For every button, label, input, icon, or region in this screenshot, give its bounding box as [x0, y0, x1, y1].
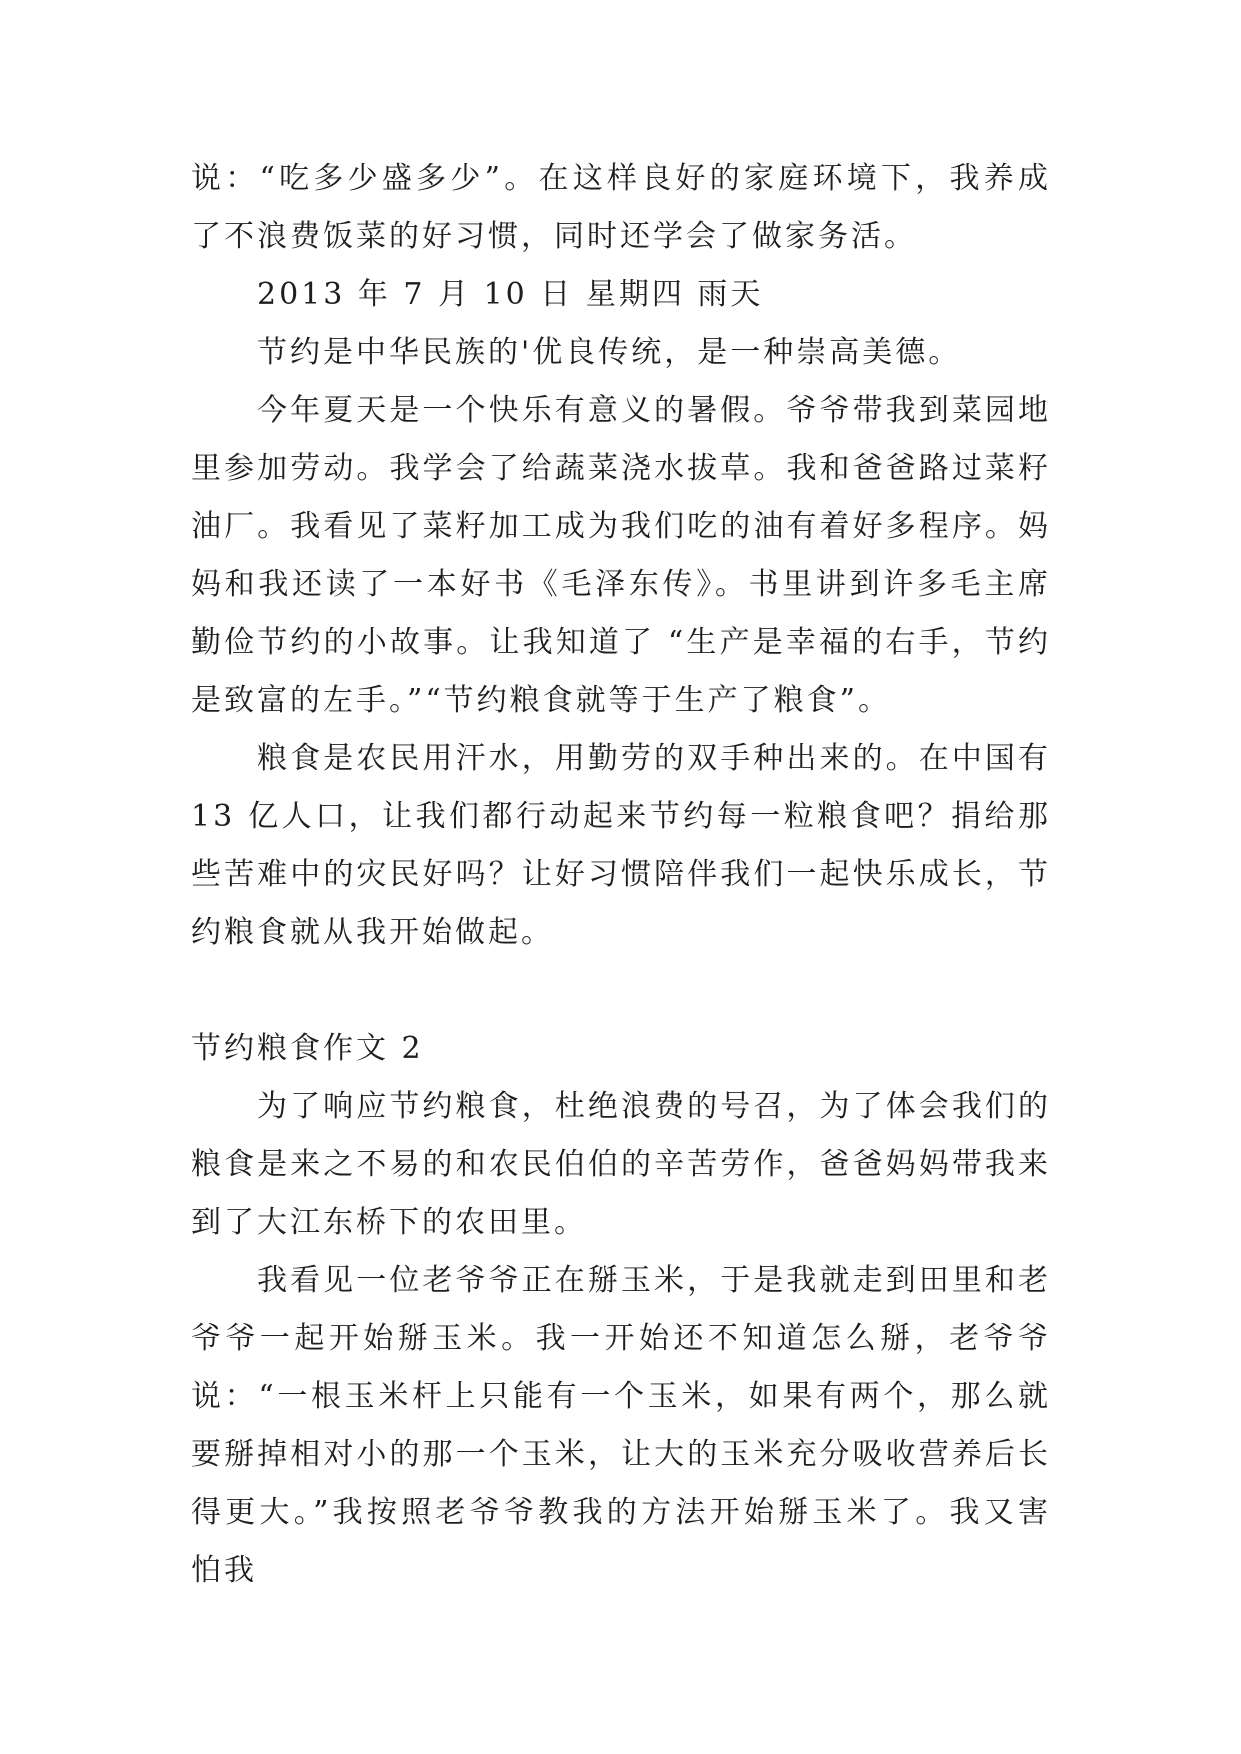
paragraph: 说：“吃多少盛多少”。在这样良好的家庭环境下，我养成了不浪费饭菜的好习惯，同时还学会了做家务活。 [191, 161, 1051, 254]
document-body [191, 150, 1051, 1600]
diary-date-line: 2013 年 7 月 10 日 星期四 雨天 [257, 277, 764, 312]
paragraph: 粮食是农民用汗水，用勤劳的双手种出来的。在中国有 13 亿人口，让我们都行动起来节约每一粒粮食吧？捐给那些苦难中的灾民好吗？让好习惯陪伴我们一起快乐成长，节约粮食就从我开始做起。 [191, 741, 1051, 950]
section-gap [191, 962, 1051, 1020]
paragraph: 我看见一位老爷爷正在掰玉米，于是我就走到田里和老爷爷一起开始掰玉米。我一开始还不知道怎么掰，老爷爷说：“一根玉米杆上只能有一个玉米，如果有两个，那么就要掰掉相对小的那一个玉米，让大的玉米充分吸收营养后长得更大。”我按照老爷爷教我的方法开始掰玉米了。我又害怕我 [191, 1263, 1051, 1588]
paragraph: 为了响应节约粮食，杜绝浪费的号召，为了体会我们的粮食是来之不易的和农民伯伯的辛苦劳作，爸爸妈妈带我来到了大江东桥下的农田里。 [191, 1089, 1051, 1240]
paragraph: 节约是中华民族的'优良传统，是一种崇高美德。 [257, 335, 962, 370]
paragraph: 今年夏天是一个快乐有意义的暑假。爷爷带我到菜园地里参加劳动。我学会了给蔬菜浇水拔草。我和爸爸路过菜籽油厂。我看见了菜籽加工成为我们吃的油有着好多程序。妈妈和我还读了一本好书《毛泽东传》。书里讲到许多毛主席勤俭节约的小故事。让我知道了 “生产是幸福的右手，节约是致富的左手。”“节约粮食就等于生产了粮食”。 [191, 393, 1051, 718]
section-title: 节约粮食作文 2 [191, 1031, 424, 1066]
